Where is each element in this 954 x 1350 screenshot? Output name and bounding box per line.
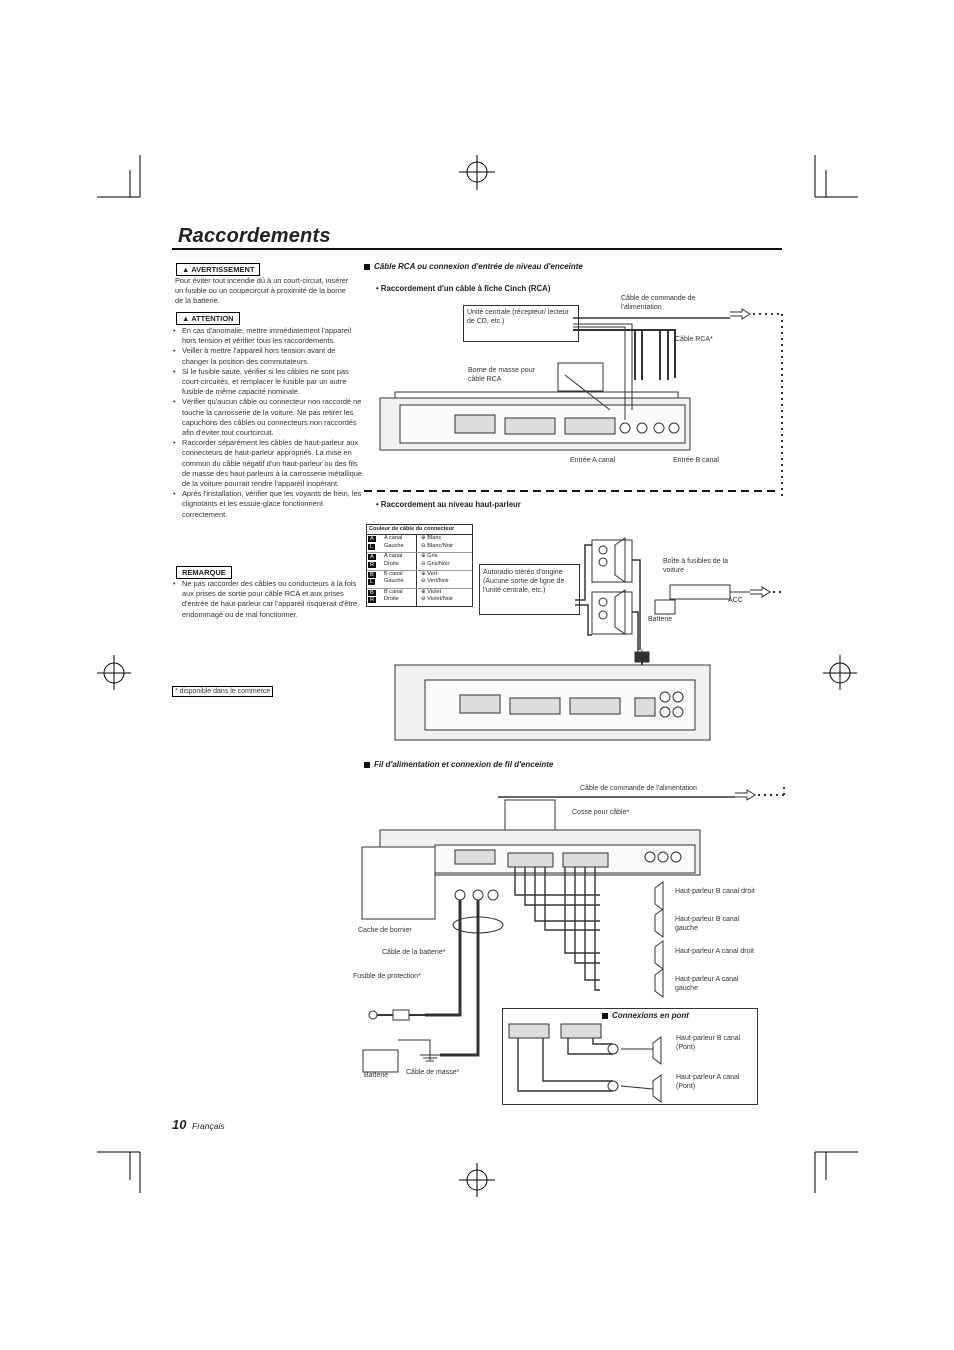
bridge-heading: Connexions en pont bbox=[602, 1011, 689, 1020]
remote-cable-label: Câble de commande de l'alimentation bbox=[621, 295, 696, 311]
battery-label-1: Batterie bbox=[648, 616, 673, 623]
sub-heading-rca: • Raccordement d'un câble à fiche Cinch (RCA) bbox=[376, 284, 551, 293]
head-unit-box: Unité centrale (récepteur/ lecteur de CD, etc.) bbox=[463, 305, 579, 342]
note-list bbox=[172, 579, 362, 620]
rca-diagram bbox=[370, 300, 790, 500]
warning-text: Pour éviter tout incendie dû à un court-circuit, insérer un fusible ou un coupecircuit à proximité de la borne de la batterie. bbox=[175, 276, 349, 306]
input-b-label: Entrée B canal bbox=[673, 457, 719, 464]
bridge-diagram bbox=[503, 1009, 757, 1104]
page-title: Raccordements bbox=[178, 225, 331, 247]
table-row: A L A canal Gauche ⊕ Blanc ⊖ Blanc/Noir bbox=[367, 535, 472, 553]
table-row: A R A canal Droite ⊕ Gris ⊖ Gris/Noir bbox=[367, 553, 472, 571]
language-label: Français bbox=[192, 1121, 225, 1131]
section-divider bbox=[364, 488, 784, 494]
bridge-connection-box bbox=[502, 1008, 758, 1105]
speaker-level-diagram bbox=[370, 530, 790, 745]
section-power-heading: Fil d'alimentation et connexion de fil d'enceinte bbox=[364, 760, 553, 769]
fuse-box-label: Boîte à fusibles de la voiture bbox=[663, 558, 728, 574]
remote-cable-label-2: Câble de commande de l'alimentation bbox=[580, 785, 697, 792]
spk-a-right-label: Haut-parleur A canal droit bbox=[675, 948, 754, 955]
terminal-cover-label: Cache de bornier bbox=[358, 927, 412, 934]
fuse-label: Fusible de protection* bbox=[353, 973, 421, 980]
list-item: • Ne pas raccorder des câbles ou conducteurs à la fois aux prises de sortie pour câble RCA et aux prises d'entrée de haut-parleur car l'appareil risquerait d'être endommagé ou de mal fonctionner. bbox=[182, 579, 362, 620]
oem-radio-box: Autoradio stéréo d'origine (Aucune sortie de ligne de l'unité centrale, etc.) bbox=[479, 564, 580, 615]
list-item: • Veiller à mettre l'appareil hors tension avant de changer la position des commutateurs. bbox=[182, 346, 362, 366]
list-item: • Après l'installation, vérifier que les voyants de frein, les clignotants et les essuie-glace fonctionnent correctement. bbox=[182, 489, 362, 520]
warning-label: ▲ AVERTISSEMENT bbox=[176, 263, 260, 276]
table-row: B L B canal Gauche ⊕ Vert ⊖ Vert/Noir bbox=[367, 571, 472, 589]
ground-rca-label: Borne de masse pour câble RCA bbox=[468, 367, 535, 383]
spk-b-right-label: Haut-parleur B canal droit bbox=[675, 888, 755, 895]
sub-heading-speaker: • Raccordement au niveau haut-parleur bbox=[376, 500, 521, 509]
bridge-spk-a-label: Haut-parleur A canal (Pont) bbox=[676, 1074, 740, 1090]
title-rule bbox=[172, 248, 782, 250]
list-item: • Si le fusible saute, vérifier si les câbles ne sont pas court-circuités, et remplacer le fusible par un autre fusible de même capacité nominale. bbox=[182, 367, 362, 398]
table-header: Couleur de câble du connecteur bbox=[367, 525, 472, 535]
section-rca-heading: Câble RCA ou connexion d'entrée de niveau d'enceinte bbox=[364, 262, 583, 271]
ground-cable-label: Câble de masse* bbox=[406, 1069, 460, 1076]
list-item: • Raccorder séparément les câbles de haut-parleur aux connecteurs de haut-parleur appropriés. La mise en commun du câble négatif d'un haut-parleur ou des fils de masse des haut-parleurs à la carrosserie métallique de la voiture pourrait rendre l'appareil inopérant. bbox=[182, 438, 362, 489]
input-a-label: Entrée A canal bbox=[570, 457, 616, 464]
caution-list bbox=[172, 326, 362, 520]
spk-a-left-label: Haut-parleur A canal gauche bbox=[675, 976, 739, 992]
list-item: • Vérifier qu'aucun câble ou connecteur non raccordé ne touche la carrosserie de la voiture. Ne pas retirer les capuchons des câbles ou connecteurs non raccordés afin d'éviter tout courtcircuit. bbox=[182, 397, 362, 438]
battery-label-2: Batterie bbox=[364, 1072, 389, 1079]
footnote: * disponible dans le commerce bbox=[172, 686, 273, 697]
bridge-spk-b-label: Haut-parleur B canal (Pont) bbox=[676, 1035, 741, 1051]
caution-label: ▲ ATTENTION bbox=[176, 312, 240, 325]
list-item: • En cas d'anomalie, mettre immédiatement l'appareil hors tension et vérifier tous les raccordements. bbox=[182, 326, 362, 346]
spk-b-left-label: Haut-parleur B canal gauche bbox=[675, 916, 740, 932]
page-number: 10 bbox=[172, 1117, 187, 1132]
cable-lug-label: Cosse pour câble* bbox=[572, 809, 630, 816]
note-label: REMARQUE bbox=[176, 566, 232, 579]
acc-label: ACC bbox=[728, 597, 743, 604]
table-row: B R B canal Droite ⊕ Violet ⊖ Violet/Noir bbox=[367, 589, 472, 606]
battery-cable-label: Câble de la batterie* bbox=[382, 949, 446, 956]
rca-cable-label: Câble RCA* bbox=[675, 336, 713, 343]
